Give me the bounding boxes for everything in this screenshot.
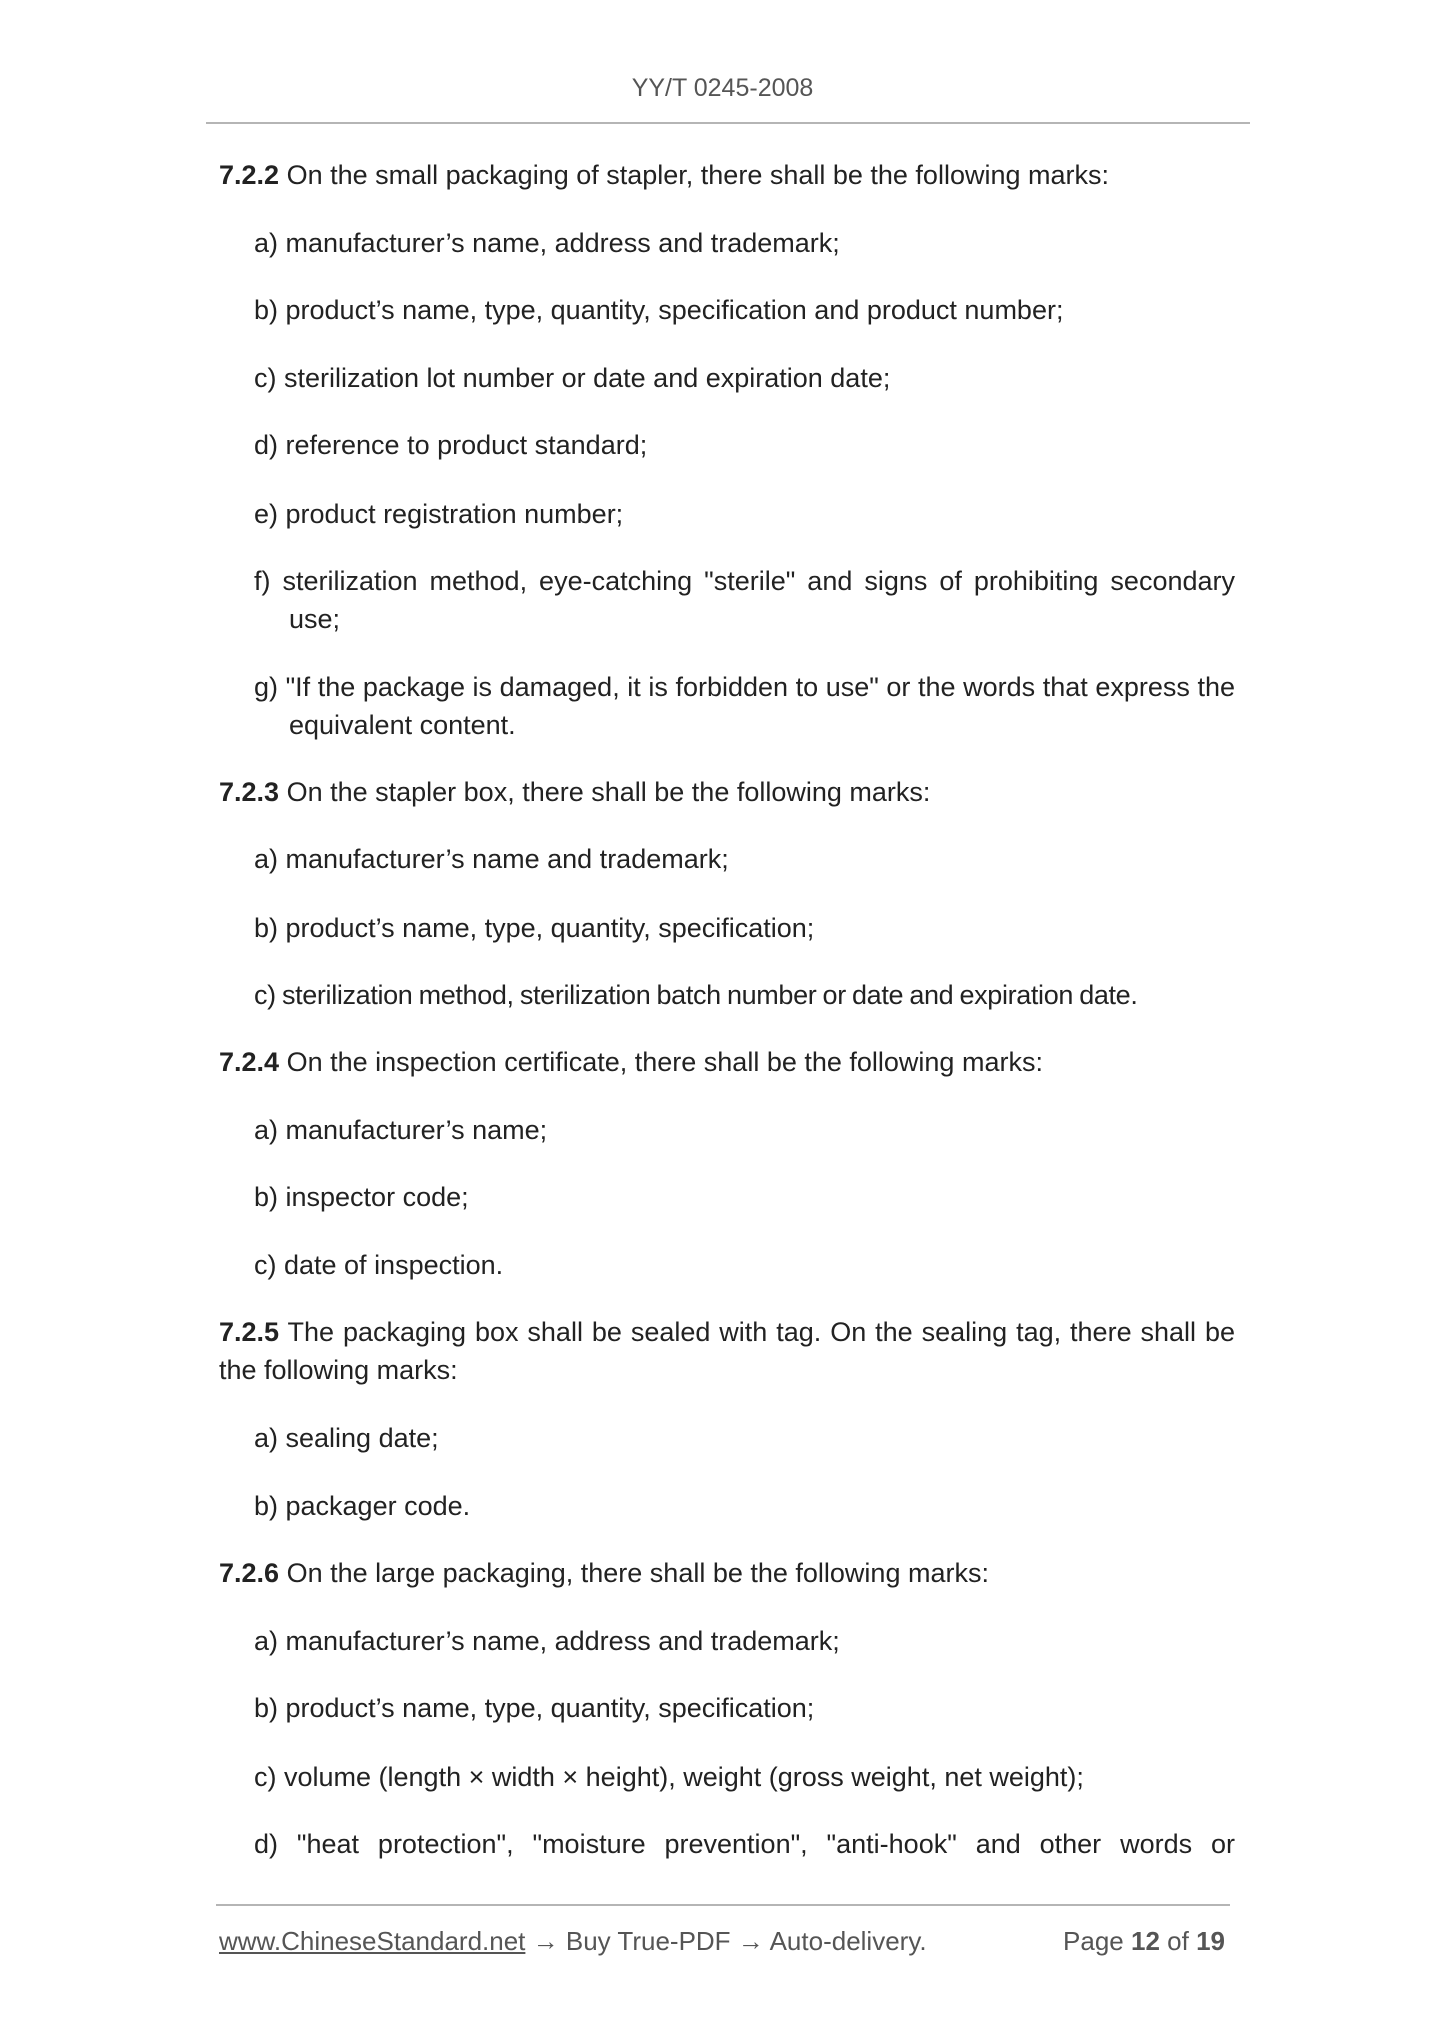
clause-text: The packaging box shall be sealed with tag. On the sealing tag, there shall be the following marks: — [219, 1317, 1235, 1385]
list-item: a) manufacturer’s name and trademark; — [254, 844, 729, 874]
delivery-text: Auto-delivery. — [769, 1926, 927, 1956]
clause-7-2-3 — [219, 773, 1235, 811]
clause-7-2-5 — [219, 1313, 1235, 1389]
list-item: c) volume (length × width × height), weight (gross weight, net weight); — [254, 1762, 1084, 1792]
list-item: b) product’s name, type, quantity, specification; — [254, 913, 815, 943]
list-item: g) "If the package is damaged, it is forbidden to use" or the words that express the equivalent content. — [254, 672, 1235, 740]
clause-text: On the small packaging of stapler, there shall be the following marks: — [279, 160, 1109, 190]
page-label: Page — [1063, 1926, 1124, 1956]
list-item: a) sealing date; — [254, 1423, 439, 1453]
list-item: b) packager code. — [254, 1491, 471, 1521]
list-item: d) "heat protection", "moisture prevention", "anti-hook" and other words or — [254, 1829, 1235, 1859]
arrow-icon: → — [730, 1926, 770, 1956]
clause-number: 7.2.4 — [219, 1047, 280, 1077]
of-label: of — [1167, 1926, 1189, 1956]
page-number: 12 — [1131, 1926, 1160, 1956]
page-indicator — [1063, 1923, 1225, 1959]
list-item: c) sterilization lot number or date and expiration date; — [254, 363, 891, 393]
list-item: d) reference to product standard; — [254, 430, 648, 460]
clause-number: 7.2.6 — [219, 1558, 280, 1588]
list-item: e) product registration number; — [254, 499, 624, 529]
arrow-icon: → — [525, 1926, 566, 1956]
footer-divider — [216, 1904, 1230, 1906]
document-id-header: YY/T 0245-2008 — [631, 74, 814, 102]
list-item: b) product’s name, type, quantity, specification; — [254, 1693, 815, 1723]
clause-number: 7.2.2 — [219, 160, 280, 190]
list-item: a) manufacturer’s name, address and trademark; — [254, 1626, 840, 1656]
list-item: b) inspector code; — [254, 1182, 469, 1212]
clause-7-2-4 — [219, 1043, 1235, 1081]
clause-number: 7.2.5 — [219, 1317, 280, 1347]
clause-number: 7.2.3 — [219, 777, 280, 807]
list-item: f) sterilization method, eye-catching "sterile" and signs of prohibiting secondary use; — [254, 566, 1235, 634]
clause-text: On the large packaging, there shall be the following marks: — [279, 1558, 989, 1588]
list-item: a) manufacturer’s name, address and trademark; — [254, 228, 840, 258]
clause-7-2-6 — [219, 1554, 1235, 1592]
clause-text: On the inspection certificate, there shall be the following marks: — [279, 1047, 1043, 1077]
clause-text: On the stapler box, there shall be the following marks: — [279, 777, 931, 807]
header-divider — [206, 122, 1250, 124]
list-item: c) sterilization method, sterilization batch number or date and expiration date. — [254, 980, 1138, 1010]
page-total: 19 — [1196, 1926, 1225, 1956]
buy-text: Buy True-PDF — [565, 1926, 731, 1956]
list-item: c) date of inspection. — [254, 1250, 504, 1280]
website-link[interactable]: www.ChineseStandard.net — [219, 1926, 526, 1956]
list-item: a) manufacturer’s name; — [254, 1115, 548, 1145]
clause-7-2-2 — [219, 156, 1235, 194]
list-item: b) product’s name, type, quantity, specification and product number; — [254, 295, 1064, 325]
footer — [219, 1923, 1225, 1959]
